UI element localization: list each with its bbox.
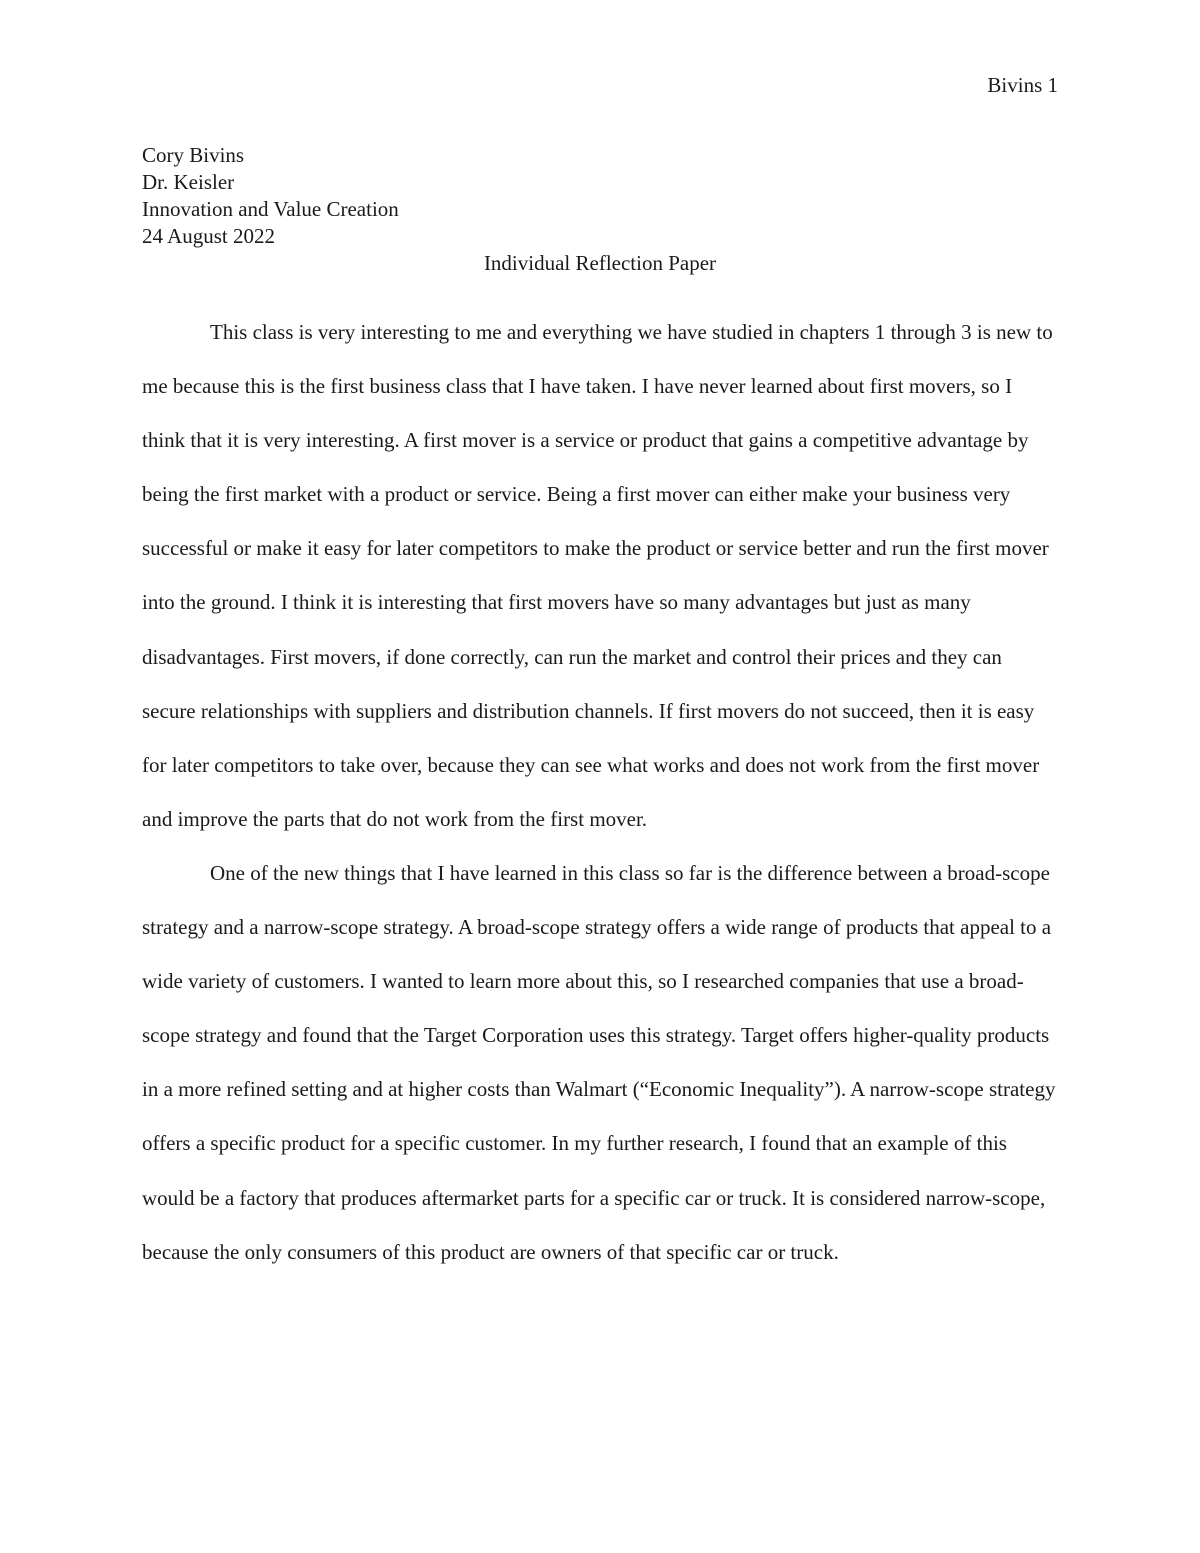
paragraph-2: One of the new things that I have learned in this class so far is the difference between a broad-scope strategy and a narrow-scope strategy. A broad-scope strategy offers a wide range of products that appeal to a wide variety of customers. I wanted to learn more about this, so I researched companies that use a broad-scope strategy and found that the Target Corporation uses this strategy. Target offers higher-quality products in a more refined setting and at higher costs than Walmart (“Economic Inequality”). A narrow-scope strategy offers a specific product for a specific customer. In my further research, I found that an example of this would be a factory that produces aftermarket parts for a specific car or truck. It is considered narrow-scope, because the only consumers of this product are owners of that specific car or truck. <box>142 860 1056 1264</box>
paper-date: 24 August 2022 <box>142 224 276 248</box>
author-name: Cory Bivins <box>142 143 245 167</box>
course-name: Innovation and Value Creation <box>142 197 399 221</box>
instructor-name: Dr. Keisler <box>142 170 235 194</box>
body-text <box>142 305 1058 1279</box>
heading-block <box>142 142 1058 250</box>
running-head: Bivins 1 <box>987 73 1058 97</box>
paper-title: Individual Reflection Paper <box>483 251 717 275</box>
paragraph-1: This class is very interesting to me and everything we have studied in chapters 1 through 3 is new to me because this is the first business class that I have taken. I have never learned about first movers, so I think that it is very interesting. A first mover is a service or product that gains a competitive advantage by being the first market with a product or service. Being a first mover can either make your business very successful or make it easy for later competitors to make the product or service better and run the first mover into the ground. I think it is interesting that first movers have so many advantages but just as many disadvantages. First movers, if done correctly, can run the market and control their prices and they can secure relationships with suppliers and distribution channels. If first movers do not succeed, then it is easy for later competitors to take over, because they can see what works and does not work from the first mover and improve the parts that do not work from the first mover. <box>142 320 1053 831</box>
